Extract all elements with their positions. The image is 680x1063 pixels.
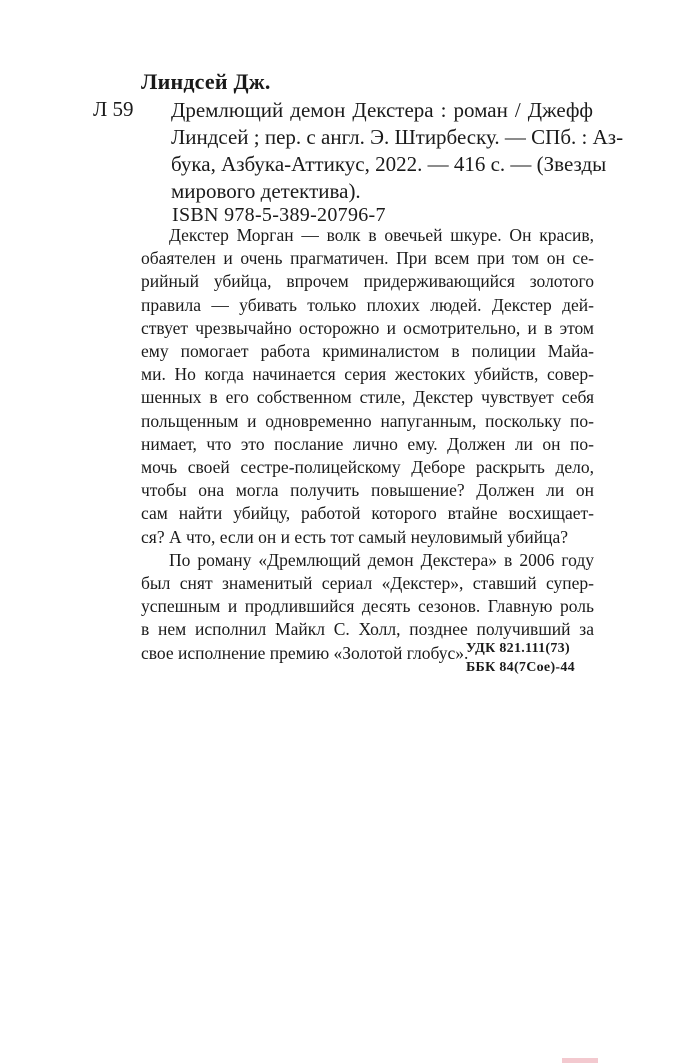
- annotation-line: правила — убивать только плохих людей. Декстер дей-: [141, 294, 594, 315]
- annotation-line: свое исполнение премию «Золотой глобус».: [141, 642, 469, 663]
- annotation-line: ми. Но когда начинается серия жестоких убийств, совер-: [141, 364, 594, 385]
- bibliographic-line: Линдсей ; пер. с англ. Э. Штирбеску. — СПб. : Аз-: [171, 125, 624, 149]
- annotation-line: был снят знаменитый сериал «Декстер», ставший супер-: [141, 573, 594, 594]
- isbn-line: ISBN 978-5-389-20796-7: [172, 204, 386, 226]
- annotation-line: По роману «Дремлющий демон Декстера» в 2006 году: [169, 549, 594, 570]
- annotation-line: ему помогает работа криминалистом в полиции Майа-: [141, 341, 594, 362]
- bibliographic-line: Дремлющий демон Декстера : роман / Джефф: [171, 98, 593, 122]
- annotation-line: ся? А что, если он и есть тот самый неуловимый убийца?: [141, 526, 569, 547]
- annotation-line: шенных в его собственном стиле, Декстер чувствует себя: [141, 387, 594, 408]
- bibliographic-line: мирового детектива).: [171, 179, 361, 203]
- annotation-line: рийный убийца, впрочем придерживающийся золотого: [141, 271, 594, 292]
- bibliographic-line: бука, Азбука-Аттикус, 2022. — 416 с. — (Звезды: [171, 152, 607, 176]
- annotation-line: в нем исполнил Майкл С. Холл, позднее получивший за: [141, 619, 594, 640]
- classification-code: Л 59: [93, 97, 134, 121]
- annotation-block: [141, 224, 594, 665]
- classification-indexes: [466, 639, 575, 677]
- annotation-line: мочь своей сестре-полицейскому Деборе раскрыть дело,: [141, 457, 594, 478]
- annotation-line: Декстер Морган — волк в овечьей шкуре. Он красив,: [169, 225, 594, 245]
- udk-index: УДК 821.111(73): [466, 641, 570, 656]
- annotation-line: нимает, что это послание лично ему. Должен ли он по-: [141, 433, 594, 454]
- bbk-index: ББК 84(7Сое)-44: [466, 660, 575, 675]
- bibliographic-record: [171, 97, 624, 205]
- annotation-line: успешным и продлившийся десять сезонов. Главную роль: [141, 596, 594, 617]
- annotation-line: сам найти убийцу, работой которого втайне восхищает-: [141, 503, 594, 524]
- annotation-line: чтобы она могла получить повышение? Должен ли он: [141, 480, 594, 501]
- annotation-line: ствует чрезвычайно осторожно и осмотрительно, и в этом: [141, 317, 594, 338]
- corner-mark: [562, 1058, 598, 1063]
- annotation-line: польщенным и одновременно напуганным, поскольку по-: [141, 410, 594, 431]
- author-heading: Линдсей Дж.: [141, 69, 271, 94]
- annotation-line: обаятелен и очень прагматичен. При всем при том он се-: [141, 248, 594, 269]
